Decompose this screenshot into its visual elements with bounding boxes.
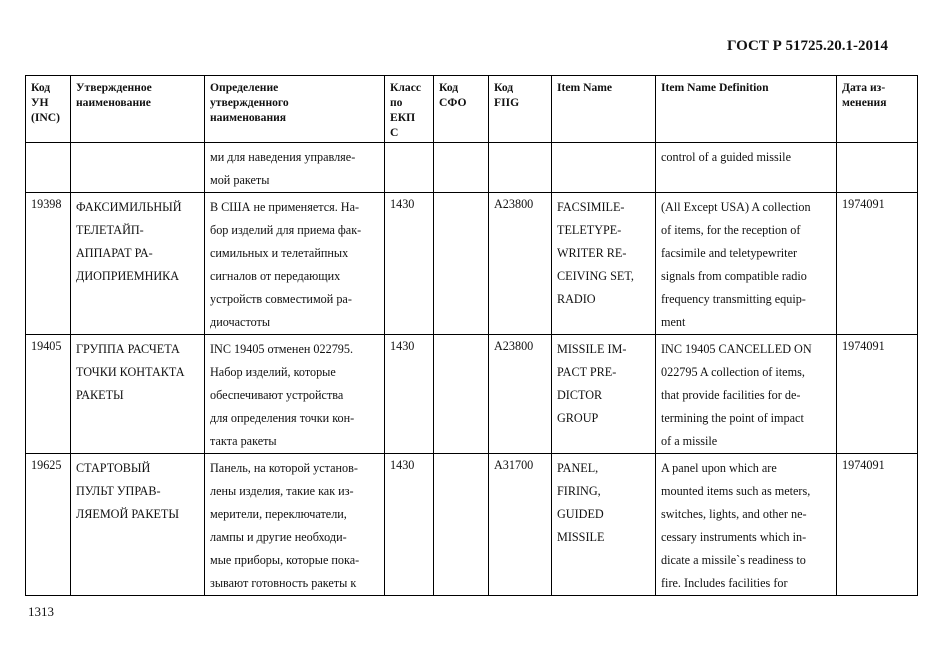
text-line: СФО xyxy=(439,96,467,109)
cell-class: 1430 xyxy=(385,454,434,596)
cell-item-name xyxy=(552,143,656,193)
text-line: Дата из- xyxy=(842,81,886,94)
text-line: наименования xyxy=(210,111,287,124)
document-code: ГОСТ Р 51725.20.1-2014 xyxy=(726,38,888,54)
text-line: ми для наведения управляе- xyxy=(210,150,356,164)
cell-item-name xyxy=(552,335,656,454)
text-line: TELETYPE- xyxy=(557,223,622,237)
text-line: CEIVING SET, xyxy=(557,269,634,283)
cell-name-ru xyxy=(71,143,205,193)
cell-class: 1430 xyxy=(385,335,434,454)
cell-definition-en xyxy=(656,454,837,596)
col-header-change-date xyxy=(837,76,918,143)
text-line: диочастоты xyxy=(210,315,271,329)
text-line: обеспечивают устройства xyxy=(210,388,344,402)
col-header-item-name-definition xyxy=(656,76,837,143)
text-line: С xyxy=(390,126,399,139)
text-line: frequency transmitting equip- xyxy=(661,292,806,306)
col-header-fiig xyxy=(489,76,552,143)
cell-sfo xyxy=(434,454,489,596)
col-header-approved-name xyxy=(71,76,205,143)
text-line: Панель, на которой установ- xyxy=(210,461,358,475)
text-line: ПУЛЬТ УПРАВ- xyxy=(76,484,161,498)
text-line: по xyxy=(390,96,403,109)
col-header-definition xyxy=(205,76,385,143)
cell-definition-ru xyxy=(205,143,385,193)
text-line: В США не применяется. На- xyxy=(210,200,360,214)
cell-date xyxy=(837,143,918,193)
text-line: бор изделий для приема фак- xyxy=(210,223,362,237)
cell-definition-en xyxy=(656,143,837,193)
text-line: Определение xyxy=(210,81,279,94)
text-line: (INC) xyxy=(31,111,60,124)
text-line: ТОЧКИ КОНТАКТА xyxy=(76,365,185,379)
cell-inc xyxy=(26,143,71,193)
text-line: лены изделия, такие как из- xyxy=(210,484,354,498)
text-line: Item Name Definition xyxy=(661,81,769,94)
text-line: АППАРАТ РА- xyxy=(76,246,153,260)
text-line: INC 19405 CANCELLED ON xyxy=(661,342,812,356)
text-line: СТАРТОВЫЙ xyxy=(76,461,151,475)
text-line: для определения точки кон- xyxy=(210,411,355,425)
table-row xyxy=(26,454,918,596)
text-line: симильных и телетайпных xyxy=(210,246,349,260)
cell-inc: 19625 xyxy=(26,454,71,596)
cell-name-ru xyxy=(71,193,205,335)
text-line: of items, for the reception of xyxy=(661,223,801,237)
text-line: facsimile and teletypewriter xyxy=(661,246,798,260)
text-line: Код xyxy=(439,81,459,94)
text-line: A panel upon which are xyxy=(661,461,777,475)
text-line: mounted items such as meters, xyxy=(661,484,811,498)
col-header-inc xyxy=(26,76,71,143)
cell-sfo xyxy=(434,335,489,454)
cell-fiig xyxy=(489,143,552,193)
cell-definition-en xyxy=(656,335,837,454)
text-line: такта ракеты xyxy=(210,434,277,448)
text-line: control of a guided missile xyxy=(661,150,791,164)
text-line: fire. Includes facilities for xyxy=(661,576,788,590)
text-line: наименование xyxy=(76,96,151,109)
cell-name-ru xyxy=(71,454,205,596)
text-line: Класс xyxy=(390,81,421,94)
table-header-row xyxy=(26,76,918,143)
cell-date: 1974091 xyxy=(837,335,918,454)
text-line: GROUP xyxy=(557,411,599,425)
text-line: DICTOR xyxy=(557,388,603,402)
text-line: утвержденного xyxy=(210,96,289,109)
text-line: мерители, переключатели, xyxy=(210,507,347,521)
text-line: ТЕЛЕТАЙП- xyxy=(76,223,144,237)
table-row xyxy=(26,193,918,335)
text-line: ment xyxy=(661,315,686,329)
cell-definition-ru xyxy=(205,193,385,335)
col-header-sfo xyxy=(434,76,489,143)
cell-class xyxy=(385,143,434,193)
text-line: ФАКСИМИЛЬНЫЙ xyxy=(76,200,182,214)
cell-inc: 19405 xyxy=(26,335,71,454)
text-line: switches, lights, and other ne- xyxy=(661,507,807,521)
text-line: мые приборы, которые пока- xyxy=(210,553,360,567)
table-row xyxy=(26,335,918,454)
text-line: INC 19405 отменен 022795. xyxy=(210,342,354,356)
text-line: MISSILE xyxy=(557,530,605,544)
continuation-row xyxy=(26,143,918,193)
text-line: РАКЕТЫ xyxy=(76,388,124,402)
text-line: (All Except USA) A collection xyxy=(661,200,811,214)
cell-fiig: A23800 xyxy=(489,335,552,454)
text-line: FIRING, xyxy=(557,484,601,498)
cell-item-name xyxy=(552,193,656,335)
text-line: ГРУППА РАСЧЕТА xyxy=(76,342,180,356)
page-number: 1313 xyxy=(28,604,54,619)
text-line: FACSIMILE- xyxy=(557,200,625,214)
cell-sfo xyxy=(434,193,489,335)
cell-inc: 19398 xyxy=(26,193,71,335)
col-header-class xyxy=(385,76,434,143)
text-line: cessary instruments which in- xyxy=(661,530,807,544)
text-line: GUIDED xyxy=(557,507,604,521)
text-line: 022795 A collection of items, xyxy=(661,365,805,379)
cell-date: 1974091 xyxy=(837,193,918,335)
text-line: MISSILE IM- xyxy=(557,342,627,356)
text-line: RADIO xyxy=(557,292,596,306)
text-line: УН xyxy=(31,96,49,109)
cell-class: 1430 xyxy=(385,193,434,335)
text-line: FIIG xyxy=(494,96,520,109)
text-line: зывают готовность ракеты к xyxy=(210,576,357,590)
text-line: устройств совместимой ра- xyxy=(210,292,352,306)
text-line: dicate a missile`s readiness to xyxy=(661,553,806,567)
col-header-item-name xyxy=(552,76,656,143)
approved-names-table xyxy=(25,75,918,596)
text-line: Набор изделий, которые xyxy=(210,365,336,379)
text-line: менения xyxy=(842,96,887,109)
text-line: сигналов от передающих xyxy=(210,269,341,283)
cell-sfo xyxy=(434,143,489,193)
cell-definition-ru xyxy=(205,454,385,596)
text-line: ЛЯЕМОЙ РАКЕТЫ xyxy=(76,507,179,521)
text-line: Утвержденное xyxy=(76,81,152,94)
text-line: that provide facilities for de- xyxy=(661,388,801,402)
text-line: WRITER RE- xyxy=(557,246,627,260)
cell-definition-ru xyxy=(205,335,385,454)
cell-definition-en xyxy=(656,193,837,335)
text-line: лампы и другие необходи- xyxy=(210,530,347,544)
text-line: ДИОПРИЕМНИКА xyxy=(76,269,180,283)
text-line: ЕКП xyxy=(390,111,416,124)
text-line: PACT PRE- xyxy=(557,365,617,379)
cell-date: 1974091 xyxy=(837,454,918,596)
cell-fiig: A31700 xyxy=(489,454,552,596)
cell-item-name xyxy=(552,454,656,596)
text-line: мой ракеты xyxy=(210,173,270,187)
text-line: termining the point of impact xyxy=(661,411,804,425)
text-line: Item Name xyxy=(557,81,613,94)
cell-fiig: A23800 xyxy=(489,193,552,335)
text-line: Код xyxy=(494,81,514,94)
text-line: PANEL, xyxy=(557,461,599,475)
text-line: of a missile xyxy=(661,434,718,448)
text-line: Код xyxy=(31,81,51,94)
text-line: signals from compatible radio xyxy=(661,269,807,283)
cell-name-ru xyxy=(71,335,205,454)
